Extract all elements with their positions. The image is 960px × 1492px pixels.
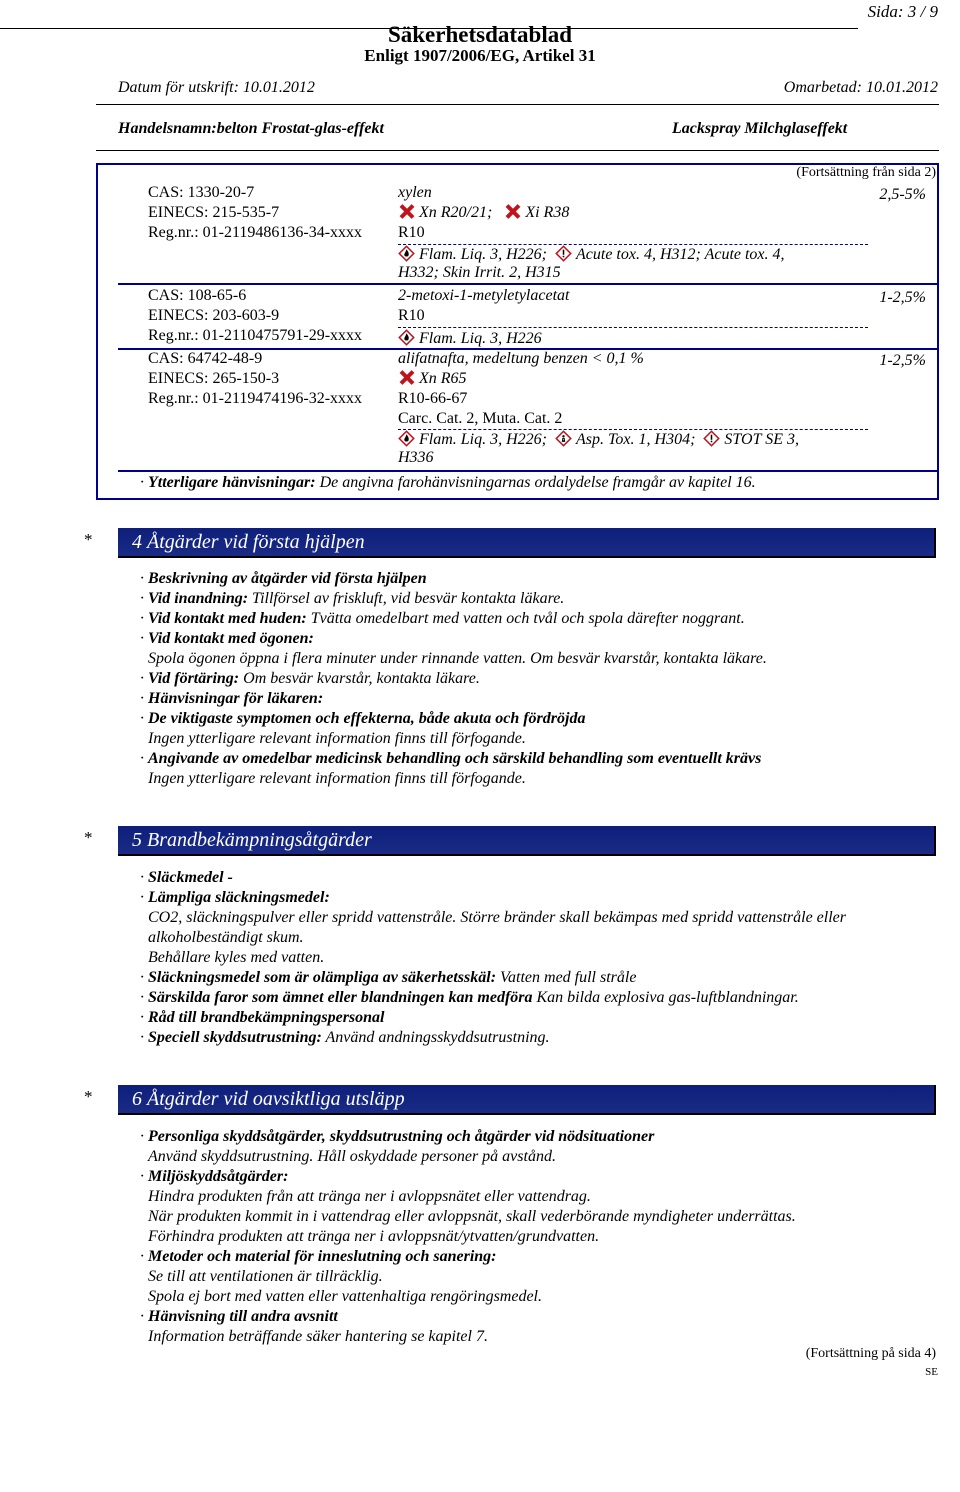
line-label: Metoder och material för inneslutning och sanering: xyxy=(148,1248,497,1265)
line-label: Miljöskyddsåtgärder: xyxy=(148,1168,289,1185)
line-text: När produkten kommit in i vattendrag eller avloppsnät, skall vederbörande myndigheter underrättas. xyxy=(148,1208,796,1225)
section-title: 5 Brandbekämpningsåtgärder xyxy=(132,829,372,851)
section-4-header xyxy=(118,528,936,558)
line-text: Kan bilda explosiva gas-luftblandningar. xyxy=(532,989,799,1006)
exclamation-icon xyxy=(555,245,572,262)
section-line xyxy=(148,1188,591,1206)
section-line xyxy=(140,989,799,1007)
flame-icon xyxy=(398,430,415,447)
einecs-number: EINECS: 265-150-3 xyxy=(148,370,280,387)
section-line xyxy=(148,929,304,947)
cas-number: CAS: 1330-20-7 xyxy=(148,184,255,201)
trade-name: Handelsnamn:belton Frostat-glas-effekt xyxy=(118,120,384,137)
section-line xyxy=(148,730,526,748)
cas-number: CAS: 64742-48-9 xyxy=(148,350,263,367)
section-line xyxy=(148,1228,599,1246)
irritant-x-icon xyxy=(504,204,521,219)
r-phrases: Xn R20/21; Xi R38 xyxy=(398,204,569,222)
line-text: Tvätta omedelbart med vatten och tvål och spola därefter noggrant. xyxy=(306,610,745,627)
section-line xyxy=(148,949,324,967)
r-phrases: R10 xyxy=(398,307,425,324)
bullet: · xyxy=(140,989,148,1006)
line-label: Speciell skyddsutrustning: xyxy=(148,1029,322,1046)
change-marker: * xyxy=(84,828,93,847)
header-rule-2 xyxy=(96,104,939,105)
bullet: · xyxy=(140,710,148,727)
bullet: · xyxy=(140,1029,148,1046)
bullet: · xyxy=(140,610,148,627)
section-line xyxy=(140,1308,338,1326)
change-marker: * xyxy=(84,1087,93,1106)
bullet: · xyxy=(140,750,148,767)
line-label: Råd till brandbekämpningspersonal xyxy=(148,1009,385,1026)
line-label: Släckningsmedel som är olämpliga av säkerhetsskäl: xyxy=(148,969,497,986)
bullet: · xyxy=(140,1009,148,1026)
percentage: 1-2,5% xyxy=(879,289,926,306)
percentage: 1-2,5% xyxy=(879,352,926,369)
product-name: Lackspray Milchglaseffekt xyxy=(672,120,848,137)
r-phrases-2: R10 xyxy=(398,224,425,241)
document-title: Säkerhetsdatablad xyxy=(387,22,573,47)
percentage: 2,5-5% xyxy=(879,186,926,203)
line-label: Släckmedel - xyxy=(148,869,233,886)
header-rule-3 xyxy=(96,150,939,151)
continued-on: (Fortsättning på sida 4) xyxy=(805,1346,936,1361)
bullet: · xyxy=(140,630,148,647)
line-label: Särskilda faror som ämnet eller blandningen kan medföra xyxy=(148,989,533,1006)
bullet: · xyxy=(140,1128,148,1145)
line-text: Ingen ytterligare relevant information finns till förfogande. xyxy=(148,770,526,787)
line-text: CO2, släckningspulver eller spridd vattenstråle. Större bränder skall bekämpas med spridd vattenstråle eller xyxy=(148,909,846,926)
line-label: Lämpliga släckningsmedel: xyxy=(148,889,330,906)
row-separator xyxy=(118,283,938,285)
reg-number: Reg.nr.: 01-2110475791-29-xxxx xyxy=(148,327,363,344)
line-label: Angivande av omedelbar medicinsk behandling och särskild behandling som eventuellt krävs xyxy=(148,750,762,767)
section-line xyxy=(140,710,585,728)
section-5-header xyxy=(118,826,936,856)
exclamation-icon xyxy=(703,430,720,447)
line-text: Information beträffande säker hantering se kapitel 7. xyxy=(148,1328,488,1345)
clp-classification-2: H332; Skin Irrit. 2, H315 xyxy=(398,264,561,281)
line-text: Förhindra produkten att tränga ner i avloppsnät/ytvatten/grundvatten. xyxy=(148,1228,600,1245)
section-title: 4 Åtgärder vid första hjälpen xyxy=(132,531,365,553)
continued-from: (Fortsättning från sida 2) xyxy=(796,165,936,180)
section-line xyxy=(140,590,564,608)
section-line xyxy=(140,1248,497,1266)
section-line xyxy=(140,610,745,628)
section-line xyxy=(148,909,846,927)
section-line xyxy=(140,1029,550,1047)
harmful-x-icon xyxy=(398,204,415,219)
line-label: Vid inandning: xyxy=(148,590,249,607)
bullet: · xyxy=(140,1308,148,1325)
component-name: alifatnafta, medeltung benzen < 0,1 % xyxy=(398,350,644,367)
section-line xyxy=(140,1128,654,1146)
section-line xyxy=(140,630,314,648)
bullet: · xyxy=(140,969,148,986)
einecs-number: EINECS: 215-535-7 xyxy=(148,204,280,221)
bullet: · xyxy=(140,1168,148,1185)
print-date: Datum för utskrift: 10.01.2012 xyxy=(118,79,315,96)
line-text: Tillförsel av friskluft, vid besvär kontakta läkare. xyxy=(248,590,565,607)
section-line xyxy=(148,770,526,788)
section-line xyxy=(148,1208,796,1226)
section-line xyxy=(148,1148,556,1166)
section-line xyxy=(140,889,330,907)
clp-classification: Flam. Liq. 3, H226; Asp. Tox. 1, H304; STOT SE 3, xyxy=(398,430,799,449)
line-text: Om besvär kvarstår, kontakta läkare. xyxy=(239,670,480,687)
section-line xyxy=(140,1009,385,1027)
line-text: Ingen ytterligare relevant information finns till förfogande. xyxy=(148,730,526,747)
section-line xyxy=(140,670,480,688)
section-line xyxy=(148,650,767,668)
bullet: · xyxy=(140,889,148,906)
line-label: De viktigaste symptomen och effekterna, både akuta och fördröjda xyxy=(148,710,586,727)
clp-classification: Flam. Liq. 3, H226 xyxy=(398,329,542,348)
einecs-number: EINECS: 203-603-9 xyxy=(148,307,280,324)
flame-icon xyxy=(398,245,415,262)
line-text: alkoholbeständigt skum. xyxy=(148,929,304,946)
line-text: Se till att ventilationen är tillräcklig. xyxy=(148,1268,383,1285)
component-name: xylen xyxy=(398,184,432,201)
line-text: Använd skyddsutrustning. Håll oskyddade personer på avstånd. xyxy=(148,1148,556,1165)
clp-classification-2: H336 xyxy=(398,449,434,466)
line-text: Behållare kyles med vatten. xyxy=(148,949,325,966)
line-label: Vid kontakt med ögonen: xyxy=(148,630,314,647)
cas-number: CAS: 108-65-6 xyxy=(148,287,247,304)
line-text: Spola ögonen öppna i flera minuter under rinnande vatten. Om besvär kvarstår, kontakta läkare. xyxy=(148,650,767,667)
reg-number: Reg.nr.: 01-2119474196-32-xxxx xyxy=(148,390,363,407)
r-phrases-3: Carc. Cat. 2, Muta. Cat. 2 xyxy=(398,410,563,427)
line-label: Hänvisning till andra avsnitt xyxy=(148,1308,338,1325)
bullet: · xyxy=(140,1248,148,1265)
section-line xyxy=(148,1288,542,1306)
language-code: SE xyxy=(925,1366,938,1378)
r-phrases: Xn R65 xyxy=(398,370,467,388)
line-label: Hänvisningar för läkaren: xyxy=(148,690,324,707)
bullet: · xyxy=(140,590,148,607)
section-line xyxy=(140,969,636,987)
line-label: Vid förtäring: xyxy=(148,670,240,687)
line-label: Personliga skyddsåtgärder, skyddsutrustning och åtgärder vid nödsituationer xyxy=(148,1128,655,1145)
r-phrases-2: R10-66-67 xyxy=(398,390,468,407)
line-label: Vid kontakt med huden: xyxy=(148,610,307,627)
page-number: Sida: 3 / 9 xyxy=(867,2,938,21)
line-text: Spola ej bort med vatten eller vattenhaltiga rengöringsmedel. xyxy=(148,1288,542,1305)
line-text: Vatten med full stråle xyxy=(496,969,637,986)
bullet: · xyxy=(140,869,148,886)
document-subtitle: Enligt 1907/2006/EG, Artikel 31 xyxy=(364,46,596,65)
row-separator xyxy=(118,470,938,472)
component-name: 2-metoxi-1-metyletylacetat xyxy=(398,287,570,304)
harmful-x-icon xyxy=(398,370,415,385)
flame-icon xyxy=(398,329,415,346)
section-line xyxy=(148,1268,383,1286)
dashed-divider xyxy=(398,327,868,328)
health-hazard-icon xyxy=(555,430,572,447)
section-line xyxy=(140,1168,288,1186)
line-text: Använd andningsskyddsutrustning. xyxy=(321,1029,550,1046)
bullet: · xyxy=(140,670,148,687)
change-marker: * xyxy=(84,530,93,549)
bullet: · xyxy=(140,690,148,707)
section-line xyxy=(148,1328,488,1346)
section-6-header xyxy=(118,1085,936,1115)
bullet: · xyxy=(140,570,148,587)
reg-number: Reg.nr.: 01-2119486136-34-xxxx xyxy=(148,224,363,241)
revision-date: Omarbetad: 10.01.2012 xyxy=(783,79,938,96)
section-title: 6 Åtgärder vid oavsiktliga utsläpp xyxy=(132,1088,405,1110)
section-line xyxy=(140,869,233,887)
line-text: Hindra produkten från att tränga ner i avloppsnätet eller vattendrag. xyxy=(148,1188,591,1205)
section-line xyxy=(140,570,427,588)
additional-references: · Ytterligare hänvisningar: De angivna farohänvisningarnas ordalydelse framgår av kapitel 16. xyxy=(140,474,756,491)
line-label: Beskrivning av åtgärder vid första hjälpen xyxy=(148,570,427,587)
section-line xyxy=(140,750,761,768)
section-line xyxy=(140,690,323,708)
clp-classification: Flam. Liq. 3, H226; Acute tox. 4, H312; Acute tox. 4, xyxy=(398,245,785,264)
